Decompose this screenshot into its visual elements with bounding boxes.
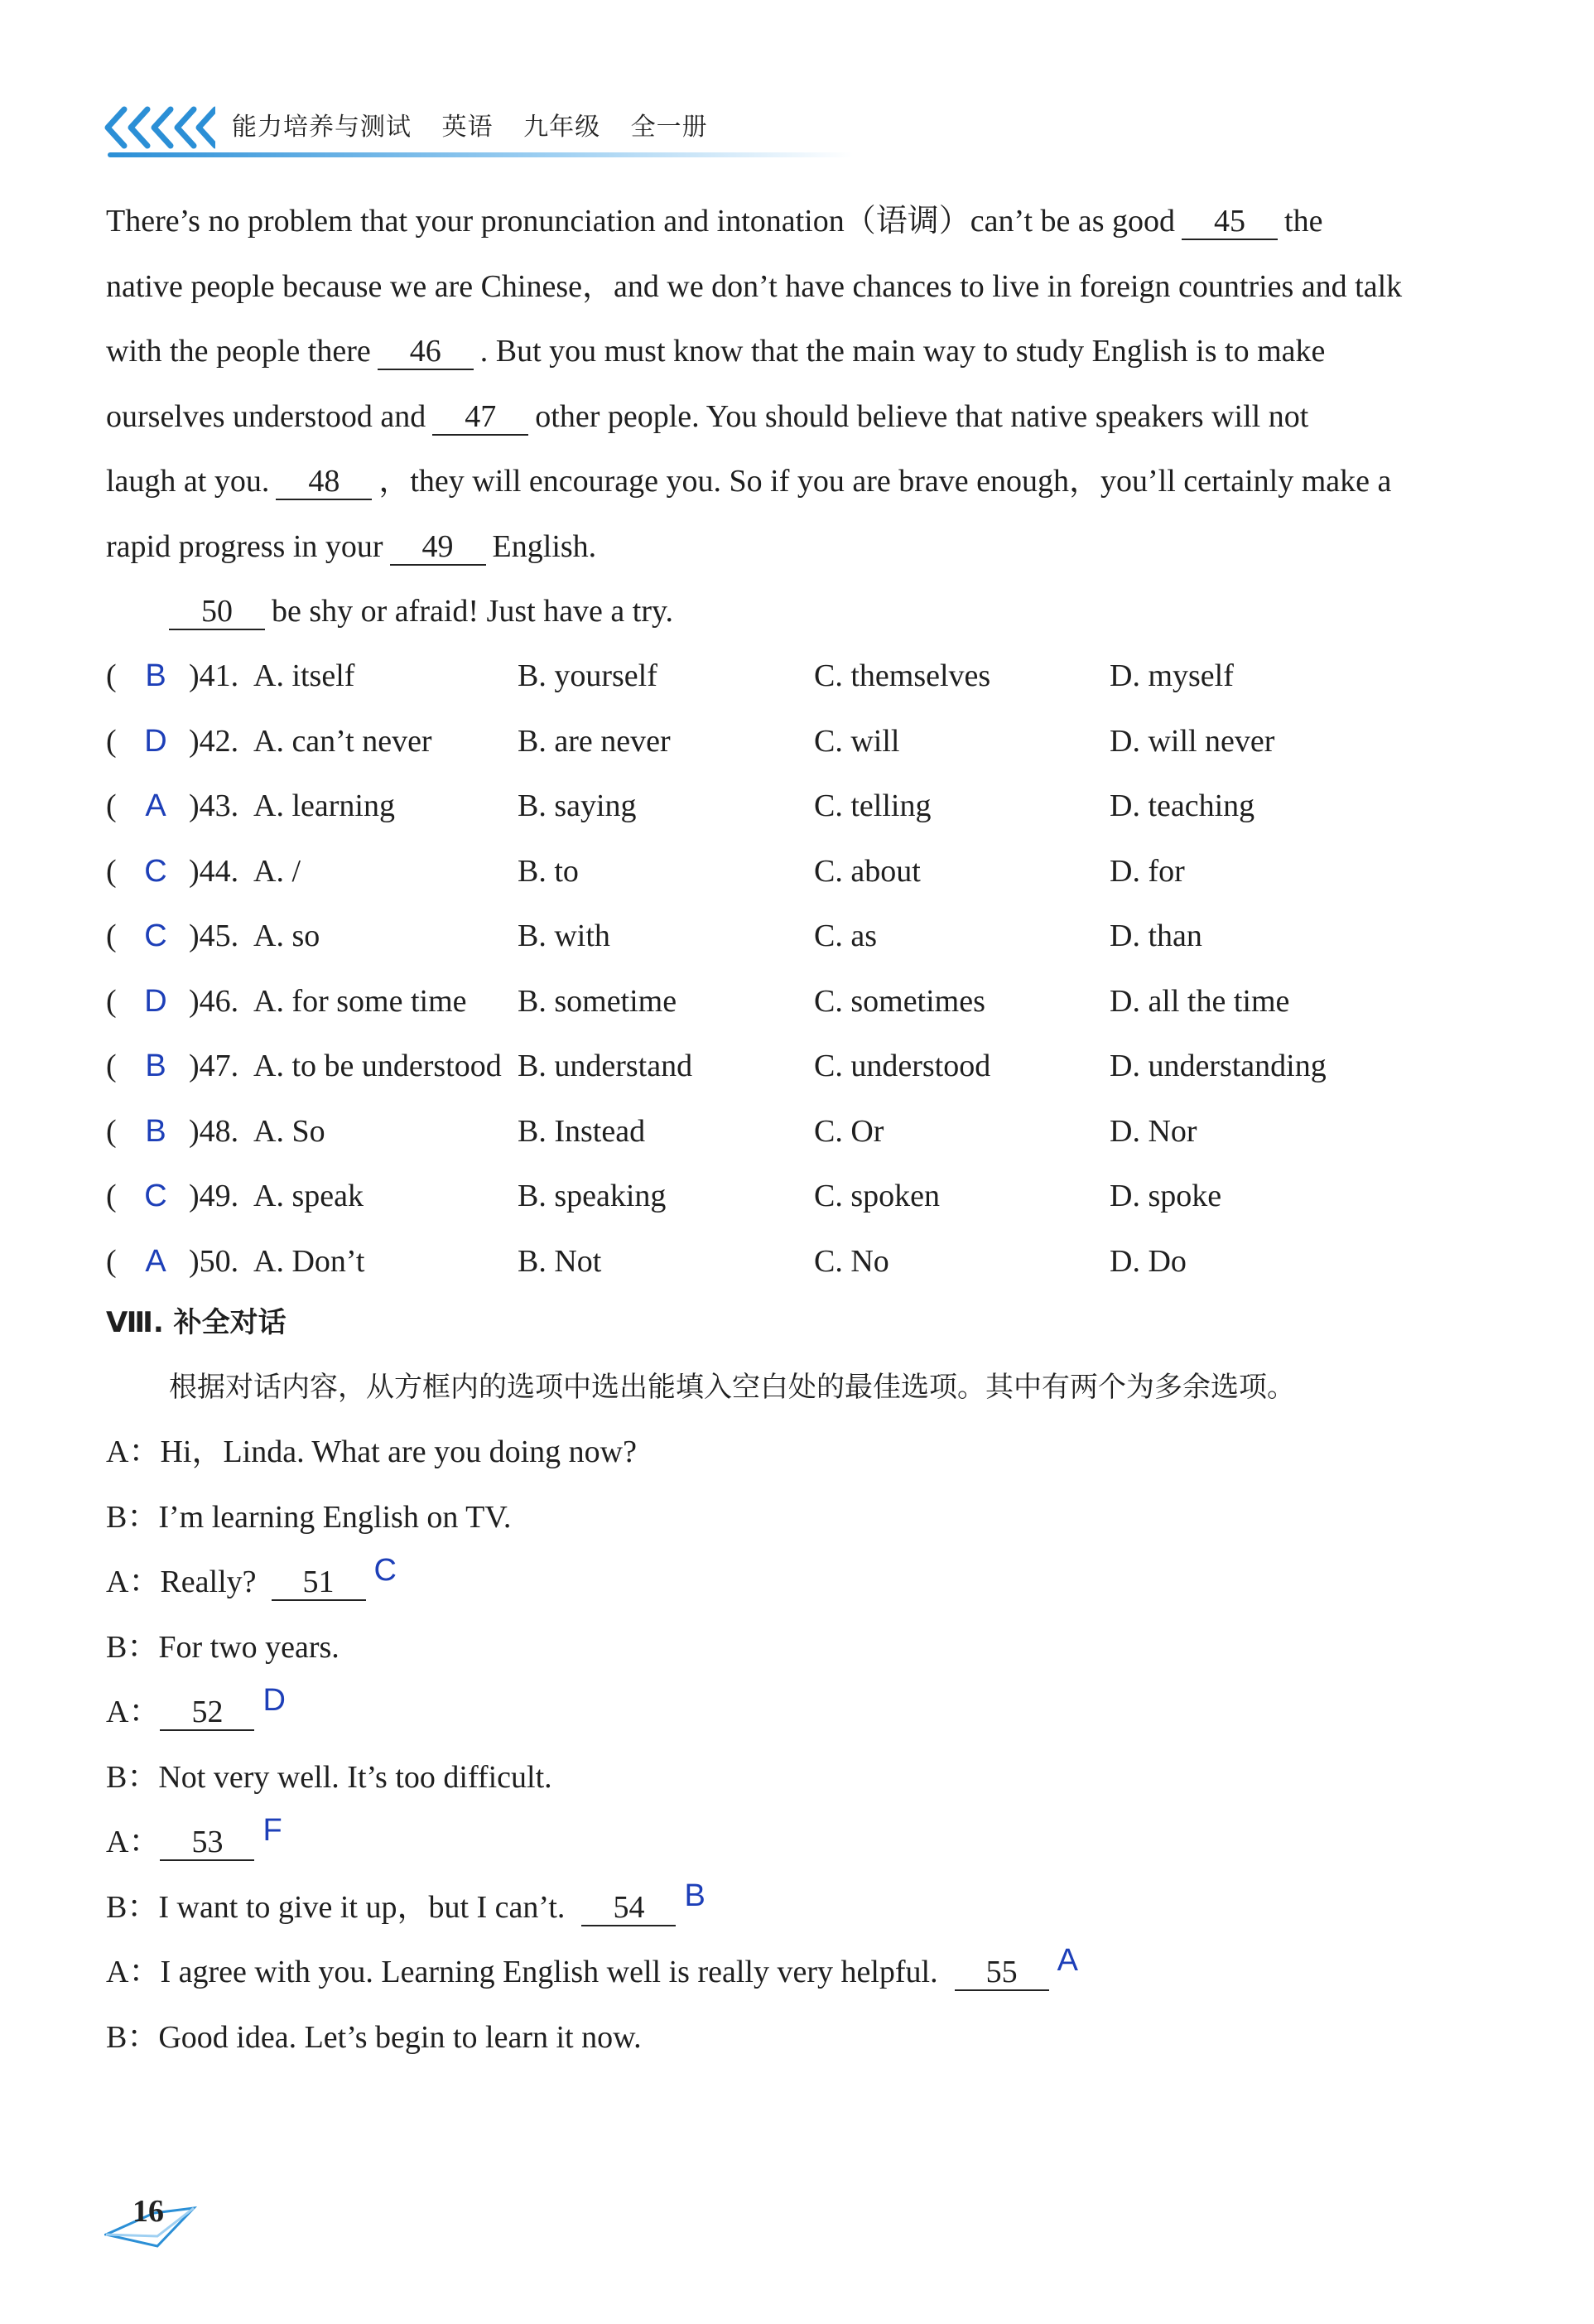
question-number: )48. (189, 1113, 239, 1149)
paren-left: ( (106, 658, 117, 693)
option-c[interactable]: C. telling (814, 788, 932, 823)
answer-letter: B (145, 658, 166, 693)
answer-letter: D (144, 723, 167, 759)
option-a[interactable]: A. for some time (253, 983, 467, 1019)
question-row (106, 644, 1512, 709)
dialog (106, 1420, 1512, 2070)
blank-49[interactable]: 49 (390, 529, 486, 566)
option-a[interactable]: A. to be understood (253, 1049, 502, 1083)
paren-left: ( (106, 983, 117, 1019)
header-volume: 全一册 (630, 113, 708, 142)
blank-45[interactable]: 45 (1182, 204, 1278, 240)
option-a[interactable]: A. learning (253, 788, 395, 823)
cloze-passage (106, 189, 1512, 644)
answer-54: B (684, 1878, 706, 1913)
option-b[interactable]: B. Not (518, 1243, 602, 1279)
option-a[interactable]: A. speak (253, 1179, 364, 1213)
question-row (106, 1229, 1512, 1295)
answer-51: C (373, 1553, 397, 1588)
header-title (232, 106, 730, 142)
question-number: )43. (189, 788, 239, 823)
page-header (99, 98, 762, 164)
question-row (106, 1099, 1512, 1164)
question-number: )46. (189, 983, 239, 1019)
page-number-badge (104, 2183, 204, 2249)
passage-line: 50 be shy or afraid! Just have a try. (106, 579, 1512, 644)
dialog-line: B：Good idea. Let’s begin to learn it now. (106, 2019, 642, 2055)
passage-line: with the people there 46 . But you must know that the main way to study English is to make (106, 334, 1326, 369)
dialog-line: A：Hi，Linda. What are you doing now? (106, 1434, 637, 1469)
option-d[interactable]: D. myself (1110, 658, 1234, 693)
answer-52: D (262, 1683, 286, 1718)
option-c[interactable]: C. No (814, 1243, 889, 1279)
question-number: )45. (189, 919, 239, 953)
option-d[interactable]: D. Nor (1110, 1113, 1197, 1149)
header-divider (108, 152, 853, 157)
option-d[interactable]: D. Do (1110, 1243, 1187, 1279)
answer-letter: C (144, 853, 167, 889)
blank-48[interactable]: 48 (276, 464, 372, 500)
question-row (106, 774, 1512, 839)
option-c[interactable]: C. will (814, 723, 900, 759)
blank-52[interactable]: 52 (160, 1695, 254, 1731)
option-c[interactable]: C. understood (814, 1049, 991, 1083)
header-grade: 九年级 (523, 113, 601, 142)
paren-left: ( (106, 1243, 117, 1279)
option-c[interactable]: C. themselves (814, 658, 991, 693)
dialog-line: B：I want to give it up，but I can’t. 54 B (106, 1878, 706, 1925)
option-b[interactable]: B. are never (518, 723, 671, 759)
blank-50[interactable]: 50 (169, 594, 265, 630)
option-c[interactable]: C. sometimes (814, 983, 985, 1019)
answer-letter: B (145, 1049, 166, 1083)
blank-53[interactable]: 53 (160, 1825, 254, 1861)
option-b[interactable]: B. understand (518, 1049, 693, 1083)
option-b[interactable]: B. with (518, 919, 610, 953)
option-a[interactable]: A. so (253, 919, 320, 953)
option-b[interactable]: B. speaking (518, 1179, 667, 1213)
question-number: )44. (189, 853, 239, 889)
blank-47[interactable]: 47 (432, 399, 528, 436)
answer-55: A (1057, 1943, 1078, 1978)
paren-left: ( (106, 919, 117, 953)
question-row (106, 969, 1512, 1034)
blank-46[interactable]: 46 (378, 334, 474, 370)
page-number: 16 (132, 2194, 164, 2229)
dialog-line: A：I agree with you. Learning English well is really very helpful. 55 A (106, 1943, 1078, 1989)
blank-54[interactable]: 54 (581, 1890, 676, 1926)
chevrons-left-icon (99, 103, 215, 152)
question-row (106, 709, 1512, 774)
dialog-line: B：For two years. (106, 1629, 340, 1665)
dialog-line: B：Not very well. It’s too difficult. (106, 1759, 552, 1795)
answer-53: F (262, 1813, 282, 1848)
passage-line: native people because we are Chinese，and we don’t have chances to live in foreign countries and talk (106, 268, 1403, 304)
blank-51[interactable]: 51 (272, 1565, 366, 1601)
option-a[interactable]: A. Don’t (253, 1243, 365, 1279)
question-number: )49. (189, 1179, 239, 1213)
question-row (106, 904, 1512, 969)
option-a[interactable]: A. / (253, 853, 301, 889)
option-d[interactable]: D. understanding (1110, 1049, 1327, 1083)
option-d[interactable]: D. will never (1110, 723, 1275, 759)
paren-left: ( (106, 1113, 117, 1149)
option-b[interactable]: B. Instead (518, 1113, 646, 1149)
passage-line: laugh at you. 48 ，they will encourage you. So if you are brave enough，you’ll certainly make a (106, 464, 1392, 499)
passage-line: There’s no problem that your pronunciation and intonation（语调）can’t be as good 45 the (106, 204, 1323, 239)
option-a[interactable]: A. can’t never (253, 723, 432, 759)
question-number: )41. (189, 658, 239, 693)
question-number: )47. (189, 1049, 239, 1083)
answer-letter: D (144, 983, 167, 1019)
option-c[interactable]: C. spoken (814, 1179, 940, 1213)
dialog-line: A：Really? 51 C (106, 1553, 397, 1599)
question-row (106, 1164, 1512, 1229)
section-instruction: 根据对话内容，从方框内的选项中选出能填入空白处的最佳选项。其中有两个为多余选项。 (169, 1371, 1295, 1404)
answer-letter: C (144, 1179, 167, 1213)
question-row (106, 839, 1512, 904)
header-subject: 英语 (441, 113, 494, 142)
answer-letter: C (144, 919, 167, 953)
paren-left: ( (106, 1049, 117, 1083)
option-c[interactable]: C. Or (814, 1113, 884, 1149)
passage-line: ourselves understood and 47 other people. You should believe that native speakers will not (106, 398, 1309, 434)
multiple-choice-options (106, 644, 1512, 1294)
option-d[interactable]: D. than (1110, 919, 1202, 953)
option-d[interactable]: D. spoke (1110, 1179, 1222, 1213)
option-c[interactable]: C. as (814, 919, 877, 953)
option-a[interactable]: A. itself (253, 658, 355, 693)
answer-letter: A (145, 1243, 166, 1279)
option-b[interactable]: B. yourself (518, 658, 657, 693)
option-d[interactable]: D. teaching (1110, 788, 1255, 823)
passage-line: rapid progress in your 49 English. (106, 528, 597, 564)
header-book: 能力培养与测试 (232, 113, 412, 142)
dialog-line: B：I’m learning English on TV. (106, 1499, 512, 1535)
question-number: )42. (189, 723, 239, 759)
dialog-line: A： 52 D (106, 1683, 286, 1729)
option-b[interactable]: B. sometime (518, 983, 677, 1019)
answer-letter: A (145, 788, 166, 823)
paren-left: ( (106, 1179, 117, 1213)
paren-left: ( (106, 788, 117, 823)
answer-letter: B (145, 1113, 166, 1149)
option-a[interactable]: A. So (253, 1113, 325, 1149)
section-title: Ⅷ. 补全对话 (106, 1306, 287, 1339)
paren-left: ( (106, 853, 117, 889)
paren-left: ( (106, 723, 117, 759)
option-b[interactable]: B. saying (518, 788, 637, 823)
dialog-line: A： 53 F (106, 1813, 282, 1859)
question-row (106, 1034, 1512, 1099)
option-d[interactable]: D. for (1110, 853, 1185, 889)
option-c[interactable]: C. about (814, 853, 921, 889)
option-b[interactable]: B. to (518, 853, 579, 889)
blank-55[interactable]: 55 (955, 1955, 1049, 1991)
option-d[interactable]: D. all the time (1110, 983, 1290, 1019)
question-number: )50. (189, 1243, 239, 1279)
